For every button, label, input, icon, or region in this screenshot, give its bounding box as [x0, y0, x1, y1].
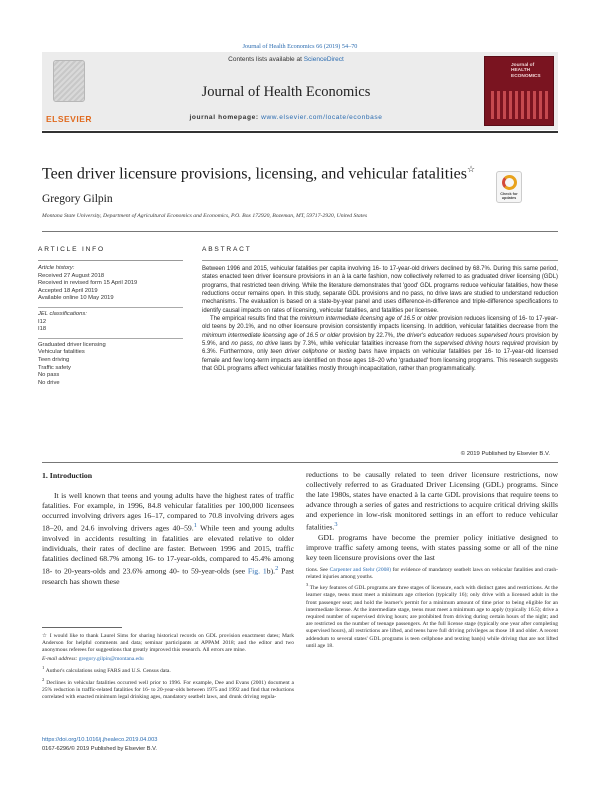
body-column-right [306, 470, 558, 563]
abstract-body [202, 265, 558, 373]
citation-link[interactable]: Carpenter and Stehr (2008) [329, 567, 391, 573]
figure-1-link[interactable]: Fig. 1 [247, 566, 267, 576]
elsevier-wordmark: ELSEVIER [45, 114, 93, 124]
history-item: Accepted 18 April 2019 [38, 287, 98, 294]
footnote-ref-3[interactable]: 3 [334, 521, 338, 529]
info-separator [38, 307, 183, 308]
tree-icon [53, 60, 85, 102]
intro-paragraph-1: It is well known that teens and young adults have the highest rates of traffic fatalities. For example, in 1996, 84.8 vehicular fatalities per 100,000 licensees occurred involving drivers ages 16–17, compared to 70.8 involving drivers ages 18–20, and 24.6 involving drivers ages 40–59.$^1$ While teen and young adults involved in accidents resulting in fatalities are elevated relative to older individuals, their rates of decline are faster. Between 1996 and 2015, traffic fatalities declined 68.7% among 16- to 17-year-olds, compared to 45.4% among 18- to 20-years-olds and 23.6% among 40- to 59-year-olds (see Fig. 1b).$^2$ Past research has shown these [42, 491, 294, 586]
footnote-2: $^2$ Declines in vehicular fatalities occurred well prior to 1996. For example, Dee and Evans (2001) document a 25% reduction in traffic-related fatalities for 16- to 20-year-olds between 1975 and 1992 and find that reductions correlated with enacted minimum legal drinking ages, mandatory seatbelt laws, and drunk driving regula- [42, 676, 295, 701]
homepage-link[interactable]: www.elsevier.com/locate/econbase [261, 114, 383, 121]
history-item: Received 27 August 2018 [38, 272, 105, 279]
journal-cover-image[interactable] [484, 56, 554, 126]
check-updates-label: Check for updates [500, 192, 518, 201]
footnote-2-cont: tions. See Carpenter and Stehr (2008) for evidence of mandatory seatbelt laws on vehicular fatalities and crash-related injuries among youths. [306, 567, 558, 581]
title-footnote-mark[interactable]: ☆ [466, 164, 476, 174]
footnote-acknowledgement: ☆ I would like to thank Laurel Sims for sharing historical records on GDL provision enactment dates; Mark Anderson for helpful comments and data; seminar participants at APPAM 2018; and the editor and two anonymous referees for suggestions that greatly improved this research. All errors are mine. [42, 633, 294, 654]
intro-paragraph-2: GDL programs have become the premier policy initiative designed to improve traffic safety among teens, with states passing some or all of the nine key teen licensure provisions over the last [306, 532, 558, 562]
keyword: Traffic safety [38, 364, 71, 371]
masthead-divider [42, 131, 558, 133]
author-affiliation: Montana State University, Department of Agricultural Economics and Economics, P.O. Box 172920, Bozeman, MT, 59717-2920, United States [42, 213, 368, 219]
divider [42, 231, 558, 232]
footnote-3: $^3$ The key features of GDL programs are three stages of licensure, each with distinct gates and restrictions. At the learner stage, teens must meet a minimum age criterion (typically 16); only drive with a licensed adult in the front passenger seat; and hold the learner's permit for a minimum amount of time prior to being eligible for an intermediate license. At the intermediate stage, teens must meet a minimum age to apply (typically 16.5); drive a required number of supervised driving hours; are prohibited from driving during certain hours of the night; and are restricted on the number of teenage passengers. At the full license stage (typically one year after completing supervised hours), all restrictions are lifted, and teens have full driving privileges as those 18 and older. A recent addendum to several states' GDL programs is teen cellphone and texting ban(s) while driving that are not lifted until age 18. [306, 582, 558, 649]
article-info-divider [38, 260, 183, 261]
abstract-paragraph-1: Between 1996 and 2015, vehicular fatalities per capita involving 16- to 17-year-old drivers declined by 68.7%. During this same period, states enacted teen driver licensure provisions in an à la carte fashion, now collectively referred to as graduated driver licensing (GDL) programs, that restricted teen driving. While the literature demonstrates that 'good' GDL programs reduce vehicular fatalities, how these reductions occur remains open. In this study, separate GDL provisions and no pass, no drive laws are studied to understand reduction mechanisms. The evaluation is based on a state-by-year panel and uses difference-in-difference and triple-difference specifications to identify causal impacts on rates of licensing, vehicular fatalities, and fatalities per licensee. [202, 266, 558, 314]
intro-paragraph-1-cont: reductions to be causally related to teen driver licensure restrictions, now collectively referred to as Graduated Driver Licensing (GDL) programs. Since the late 1980s, states have enacted à la carte GDL provisions that require teens to advance through a series of gates and restrictions to acquire critical driving skills and experience in low-risk monitored settings in an effort to reduce vehicular fatalities.$^3$ [306, 470, 558, 532]
author-email-link[interactable]: gregory.gilpin@montana.edu [78, 655, 144, 662]
footnote-ref-2[interactable]: 2 [275, 564, 279, 572]
paper-title [42, 164, 482, 183]
section-heading-introduction: 1. Introduction [42, 471, 93, 480]
jel-code: I12 [38, 318, 47, 325]
keyword: Graduated driver licensing [38, 341, 106, 348]
history-item: Received in revised form 15 April 2019 [38, 280, 138, 287]
footnote-divider [42, 627, 122, 628]
keyword: No drive [38, 379, 60, 386]
keyword: Vehicular fatalities [38, 349, 85, 356]
body-column-left [42, 491, 294, 587]
abstract-paragraph-2: The empirical results find that the minimum intermediate licensing age of 16.5 or older provision reduces licensing of 16- to 17-year-old teens by 20.1%, and no other licensure provision consistently impacts licensing. In addition, vehicular fatalities decrease from the minimum intermediate licensing age of 16.5 or older provision by 22.7%, the driver's education reduces supervised hours provision by 5.9%, and no pass, no drive laws by 7.3%, while vehicular fatalities increase from the supervised driving hours required provision by 6.3%. Furthermore, only teen driver cellphone or texting bans have impacts on vehicular fatalities per 16- to 17-year-old licensed female and few long-term impacts are identified on those ages 18–20 who 'graduated' from licensing programs. This research suggests that GDL programs affect vehicular fatalities mostly through incapacitation, rather than programmatically. [202, 316, 558, 373]
keyword: Teen driving [38, 356, 70, 363]
abstract-divider [202, 260, 558, 261]
keyword: No pass [38, 372, 60, 379]
elsevier-logo[interactable] [44, 58, 94, 124]
issn-line: 0167-6296/© 2019 Published by Elsevier B.V. [42, 746, 157, 752]
journal-homepage [100, 114, 472, 121]
cover-title: Journal of HEALTH ECONOMICS [511, 63, 541, 79]
journal-title: Journal of Health Economics [201, 84, 371, 100]
contents-line [100, 56, 472, 63]
article-info-panel [38, 265, 188, 387]
history-label: Article history: [38, 265, 75, 271]
contents-prefix: Contents lists available at [228, 56, 302, 63]
footnote-email: E-mail address: gregory.gilpin@montana.edu [42, 655, 144, 662]
history-item: Available online 10 May 2019 [38, 295, 114, 302]
jel-code: I18 [38, 326, 47, 333]
journal-citation[interactable]: Journal of Health Economics 66 (2019) 54–70 [242, 43, 358, 50]
footnotes-left [42, 633, 294, 702]
article-info-heading: ARTICLE INFO [38, 246, 105, 253]
paper-title-text: Teen driver licensure provisions, licensing, and vehicular fatalities [42, 165, 467, 183]
footnote-ref-1[interactable]: 1 [193, 522, 197, 530]
divider [42, 462, 558, 463]
cover-graphic [491, 91, 549, 119]
doi-link[interactable]: https://doi.org/10.1016/j.jhealeco.2019.04.003 [42, 737, 158, 743]
jel-label: JEL classifications: [38, 310, 87, 317]
footnote-1: $^1$ Author's calculations using FARS and U.S. Census data. [42, 664, 171, 674]
check-for-updates-button[interactable] [496, 171, 522, 203]
abstract-heading: ABSTRACT [202, 246, 252, 253]
sciencedirect-link[interactable]: ScienceDirect [303, 56, 344, 63]
info-separator [38, 338, 183, 339]
footnotes-right [306, 567, 558, 650]
check-updates-icon [502, 175, 517, 190]
author-name[interactable]: Gregory Gilpin [42, 193, 113, 205]
copyright-notice: © 2019 Published by Elsevier B.V. [460, 451, 550, 457]
homepage-label: journal homepage: [189, 114, 259, 121]
